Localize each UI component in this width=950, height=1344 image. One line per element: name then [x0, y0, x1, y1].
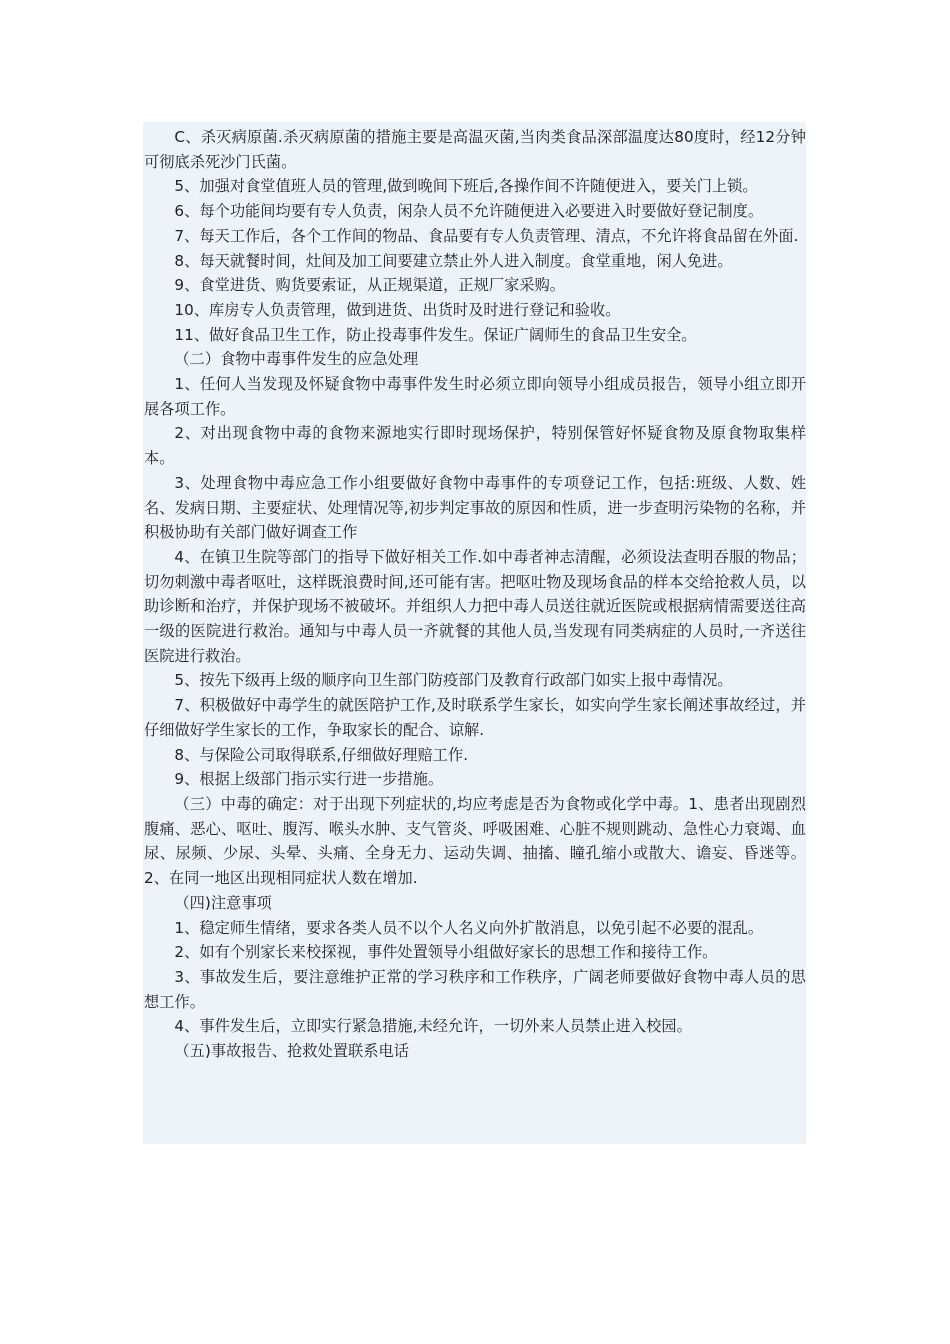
paragraph-health-center: 4、在镇卫生院等部门的指导下做好相关工作.如中毒者神志清醒，必须设法查明吞服的物品；切勿刺激中毒者呕吐，这样既浪费时间,还可能有害。把呕吐物及现场食品的样本交给抢救人员，以助诊断和治疗，并保护现场不被破坏。并组织人力把中毒人员送往就近医院或根据病情需要送往高一级的医院进行救治。通知与中毒人员一齐就餐的其他人员,当发现有同类病症的人员时,一齐送往医院进行救治。: [144, 547, 806, 665]
paragraph-further-measures: 9、根据上级部门指示实行进一步措施。: [174, 770, 444, 789]
paragraph-purchasing: 9、食堂进货、购货要索证，从正规渠道，正规厂家采购。: [174, 276, 566, 295]
document-text-block: [143, 122, 806, 1144]
paragraph-stabilize: 1、稳定师生情绪，要求各类人员不以个人名义向外扩散消息，以免引起不必要的混乱。: [174, 918, 764, 937]
paragraph-kill-pathogens: C、杀灭病原菌.杀灭病原菌的措施主要是高温灭菌,当肉类食品深部温度达80度时，经12分钟可彻底杀死沙门氏菌。: [144, 128, 806, 171]
section-heading-notes: （四)注意事项: [174, 893, 272, 912]
paragraph-meal-time: 8、每天就餐时间，灶间及加工间要建立禁止外人进入制度。食堂重地，闲人免进。: [174, 251, 733, 270]
paragraph-reporting-order: 5、按先下级再上级的顺序向卫生部门防疫部门及教育行政部门如实上报中毒情况。: [174, 671, 733, 690]
paragraph-report: 1、任何人当发现及怀疑食物中毒事件发生时必须立即向领导小组成员报告，领导小组立即开展各项工作。: [144, 375, 806, 418]
paragraph-insurance: 8、与保险公司取得联系,仔细做好理赔工作.: [174, 745, 469, 764]
section-heading-contacts: （五)事故报告、抢救处置联系电话: [174, 1042, 409, 1061]
paragraph-parent-visits: 2、如有个别家长来校探视，事件处置领导小组做好家长的思想工作和接待工作。: [174, 943, 718, 962]
paragraph-medical-escort: 7、积极做好中毒学生的就医陪护工作,及时联系学生家长，如实向学生家长阐述事故经过，并仔细做好学生家长的工作，争取家长的配合、谅解.: [144, 696, 806, 739]
paragraph-after-work: 7、每天工作后，各个工作间的物品、食品要有专人负责管理、清点，不允许将食品留在外面.: [174, 226, 799, 245]
paragraph-room-responsibility: 6、每个功能间均要有专人负责，闲杂人员不允许随便进入必要进入时要做好登记制度。: [174, 202, 764, 221]
paragraph-order-maintenance: 3、事故发生后，要注意维护正常的学习秩序和工作秩序，广阔老师要做好食物中毒人员的思想工作。: [144, 967, 806, 1011]
section-heading-emergency: （二）食物中毒事件发生的应急处理: [174, 350, 419, 369]
paragraph-storage: 10、库房专人负责管理，做到进货、出货时及时进行登记和验收。: [174, 300, 621, 319]
paragraph-registration: 3、处理食物中毒应急工作小组要做好食物中毒事件的专项登记工作，包括:班级、人数、姓名、发病日期、主要症状、处理情况等,初步判定事故的原因和性质，进一步查明污染物的名称，并积极协助有关部门做好调查工作: [144, 473, 806, 542]
paragraph-food-hygiene: 11、做好食品卫生工作，防止投毒事件发生。保证广阔师生的食品卫生安全。: [174, 325, 697, 344]
paragraph-emergency-measures: 4、事件发生后，立即实行紧急措施,未经允许，一切外来人员禁止进入校园。: [174, 1017, 692, 1036]
section-heading-diagnosis: （三）中毒的确定：对于出现下列症状的,均应考虑是否为食物或化学中毒。1、患者出现剧烈腹痛、恶心、呕吐、腹泻、喉头水肿、支气管炎、呼吸困难、心脏不规则跳动、急性心力衰竭、血尿、尿频、少尿、头晕、头痛、全身无力、运动失调、抽搐、瞳孔缩小或散大、谵妄、昏迷等。2、在同一地区出现相同症状人数在增加.: [144, 794, 806, 888]
paragraph-site-protection: 2、对出现食物中毒的食物来源地实行即时现场保护，特别保管好怀疑食物及原食物取集样本。: [144, 424, 806, 468]
paragraph-night-shift: 5、加强对食堂值班人员的管理,做到晚间下班后,各操作间不许随便进入，要关门上锁。: [174, 177, 758, 196]
